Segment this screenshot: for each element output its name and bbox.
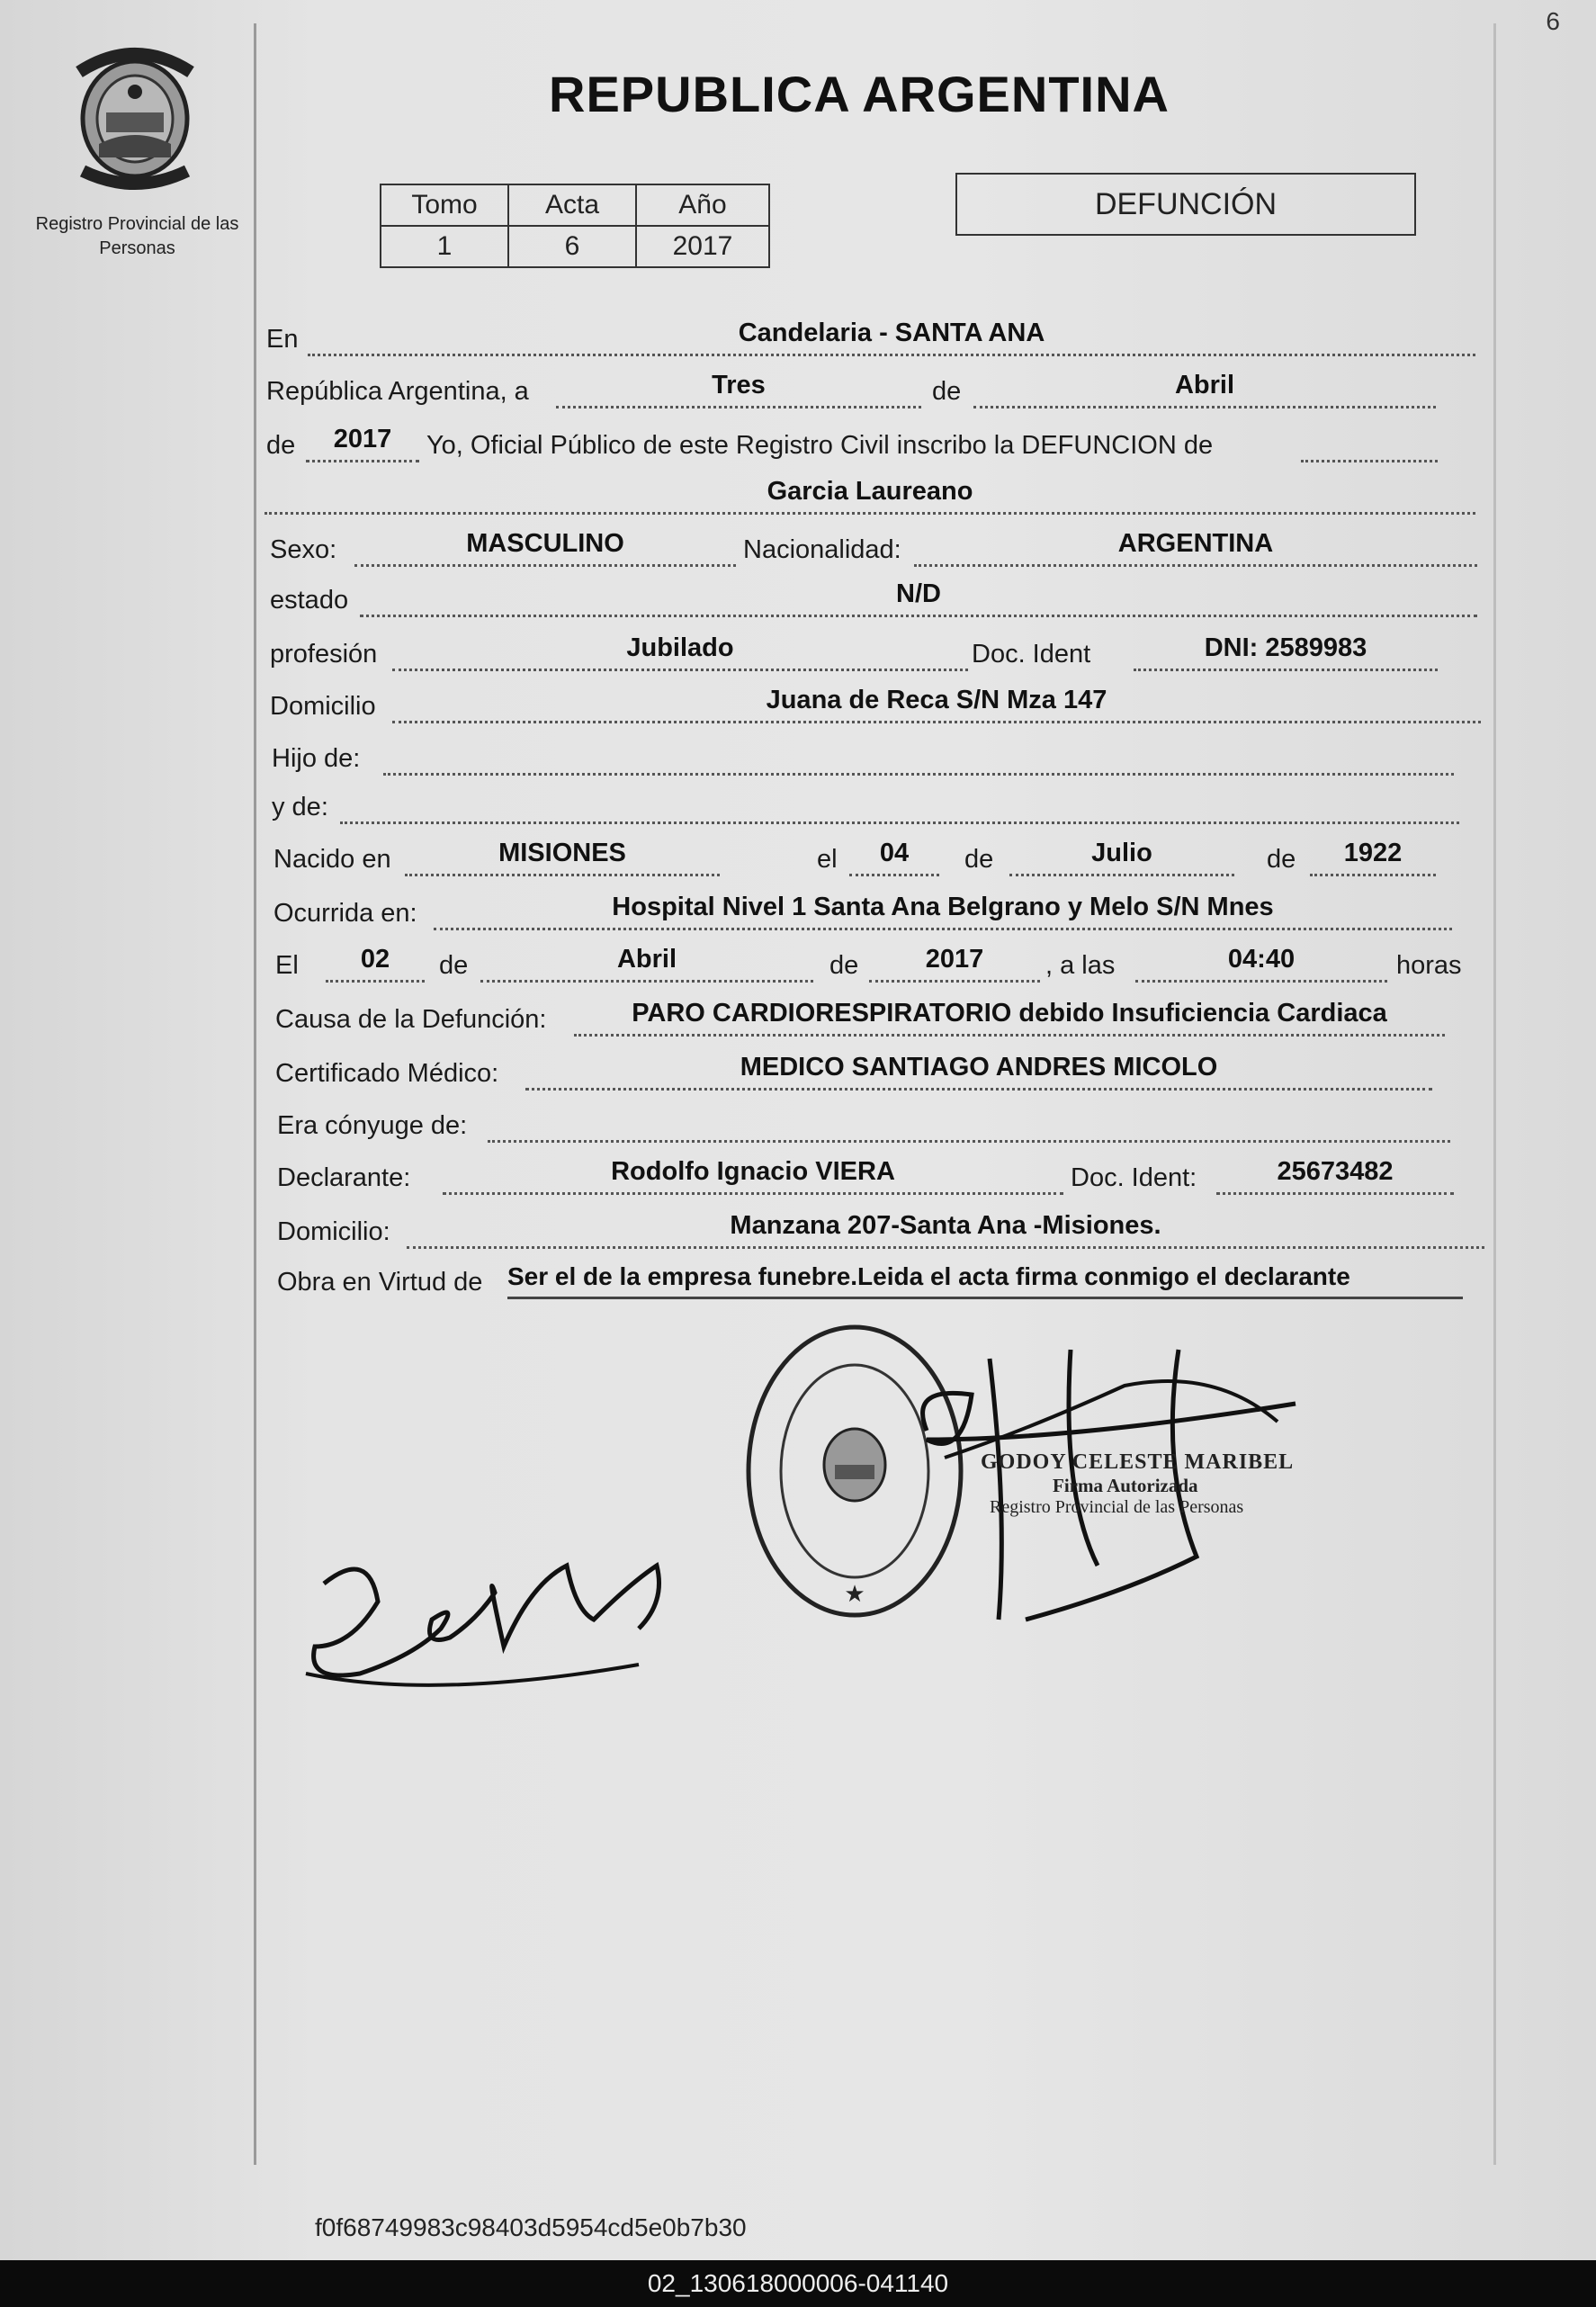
domicilio-value: Juana de Reca S/N Mza 147 xyxy=(766,686,1107,714)
row-certificado xyxy=(266,1051,1432,1094)
nac-de2-label: de xyxy=(1267,845,1296,874)
declarante-field xyxy=(443,1156,1063,1195)
row-conyuge xyxy=(266,1103,1450,1146)
de-label: de xyxy=(932,377,962,406)
conyuge-label: Era cónyuge de: xyxy=(277,1111,468,1140)
declarante-label: Declarante: xyxy=(277,1163,411,1192)
anio-header: Año xyxy=(636,184,769,226)
republica-label: República Argentina, a xyxy=(266,377,529,406)
nacido-label: Nacido en xyxy=(273,845,391,874)
def-de1-label: de xyxy=(439,951,469,980)
estado-field xyxy=(360,579,1477,617)
nacido-value: MISIONES xyxy=(498,839,626,867)
hijo-label: Hijo de: xyxy=(272,744,361,773)
dia-field xyxy=(556,370,921,408)
signer-block xyxy=(981,1450,1294,1518)
def-mes-field xyxy=(480,944,813,983)
nacionalidad-value: ARGENTINA xyxy=(1117,529,1274,558)
row-declarante xyxy=(266,1155,1454,1198)
def-anio-value: 2017 xyxy=(925,945,984,974)
row-en xyxy=(266,317,1475,360)
mes-value: Abril xyxy=(1174,371,1235,399)
registry-name: Registro Provincial de las Personas xyxy=(35,214,239,258)
signer-name: GODOY CELESTE MARIBEL xyxy=(981,1450,1295,1474)
ocurrida-label: Ocurrida en: xyxy=(273,899,417,928)
tomo-acta-anio-table xyxy=(380,184,770,268)
profesion-field xyxy=(392,633,968,671)
declarant-signature xyxy=(297,1530,693,1710)
def-de2-label: de xyxy=(829,951,859,980)
nombre-value: Garcia Laureano xyxy=(767,477,973,506)
conyuge-field xyxy=(488,1104,1450,1143)
def-mes-value: Abril xyxy=(616,945,677,974)
ocurrida-field xyxy=(434,892,1452,930)
alas-label: , a las xyxy=(1045,951,1116,980)
certificado-label: Certificado Médico: xyxy=(275,1059,499,1088)
en-field xyxy=(308,318,1475,356)
causa-field xyxy=(574,998,1445,1037)
anio-registro-value: 2017 xyxy=(333,425,392,453)
nac-mes-field xyxy=(1009,838,1234,876)
causa-value: PARO CARDIORESPIRATORIO debido Insuficiencia Cardiaca xyxy=(632,999,1387,1028)
document-hash: f0f68749983c98403d5954cd5e0b7b30 xyxy=(315,2213,747,2241)
horas-label: horas xyxy=(1396,951,1462,980)
nac-anio-value: 1922 xyxy=(1343,839,1403,867)
record-type-box: DEFUNCIÓN xyxy=(955,173,1416,236)
sexo-field xyxy=(354,528,736,567)
acta-value: 6 xyxy=(508,226,636,267)
obra-label: Obra en Virtud de xyxy=(277,1268,483,1297)
estado-label: estado xyxy=(270,586,349,615)
page-number: 6 xyxy=(1546,7,1560,35)
tomo-header: Tomo xyxy=(381,184,508,226)
def-dia-field xyxy=(326,944,425,983)
yde-label: y de: xyxy=(272,793,328,821)
row-nombre xyxy=(265,475,1475,518)
row-republica xyxy=(266,369,1436,412)
mes-field xyxy=(973,370,1436,408)
row-ocurrida xyxy=(266,891,1452,934)
document-title: REPUBLICA ARGENTINA xyxy=(549,66,1170,122)
def-dia-value: 02 xyxy=(360,945,390,974)
doc2-value: 25673482 xyxy=(1277,1157,1394,1186)
domicilio-field xyxy=(392,685,1481,723)
province-seal-logo xyxy=(63,36,207,193)
domicilio2-field xyxy=(407,1210,1484,1249)
el2-label: El xyxy=(275,951,299,980)
dia-value: Tres xyxy=(712,371,766,399)
nacionalidad-field xyxy=(914,528,1477,567)
nacido-field xyxy=(405,838,720,876)
inscribo-blank xyxy=(1301,424,1438,462)
row-profesion xyxy=(266,632,1438,675)
hora-value: 04:40 xyxy=(1227,945,1296,974)
nac-mes-value: Julio xyxy=(1091,839,1152,867)
footer-id-bar: 02_130618000006-041140 xyxy=(0,2260,1596,2307)
hijo-field xyxy=(383,737,1454,776)
left-margin-line xyxy=(254,23,256,2165)
causa-label: Causa de la Defunción: xyxy=(275,1005,547,1034)
domicilio2-value: Manzana 207-Santa Ana -Misiones. xyxy=(730,1211,1161,1240)
row-causa xyxy=(266,997,1445,1040)
row-inscribo xyxy=(266,423,1438,466)
doc2-field xyxy=(1216,1156,1454,1195)
doc-field xyxy=(1134,633,1438,671)
en-label: En xyxy=(266,325,299,354)
signer-role: Firma Autorizada xyxy=(1053,1475,1198,1496)
nac-de1-label: de xyxy=(964,845,994,874)
hora-field xyxy=(1135,944,1387,983)
sexo-value: MASCULINO xyxy=(466,529,624,558)
doc-label: Doc. Ident xyxy=(972,640,1091,669)
right-margin-line xyxy=(1493,23,1496,2165)
domicilio2-label: Domicilio: xyxy=(277,1217,390,1246)
certificado-field xyxy=(525,1052,1432,1091)
svg-text:★: ★ xyxy=(844,1580,865,1607)
obra-value: Ser el de la empresa funebre.Leida el acta firma conmigo el declarante xyxy=(507,1262,1350,1290)
certificado-value: MEDICO SANTIAGO ANDRES MICOLO xyxy=(740,1053,1218,1082)
declarante-value: Rodolfo Ignacio VIERA xyxy=(611,1157,895,1186)
row-hijo xyxy=(266,736,1454,779)
nacionalidad-label: Nacionalidad: xyxy=(743,535,901,564)
domicilio-label: Domicilio xyxy=(270,692,376,721)
doc-value: DNI: 2589983 xyxy=(1204,633,1367,662)
row-estado xyxy=(266,578,1477,621)
nac-dia-field xyxy=(849,838,939,876)
doc2-label: Doc. Ident: xyxy=(1071,1163,1197,1192)
tomo-value: 1 xyxy=(381,226,508,267)
sexo-label: Sexo: xyxy=(270,535,337,564)
anio-field xyxy=(306,424,419,462)
def-anio-field xyxy=(869,944,1040,983)
de-anio-label: de xyxy=(266,431,296,460)
inscribo-text: Yo, Oficial Público de este Registro Civil inscribo la DEFUNCION de xyxy=(426,431,1214,460)
row-domicilio-declarante xyxy=(266,1209,1484,1252)
en-value: Candelaria - SANTA ANA xyxy=(738,319,1045,347)
row-nacido xyxy=(266,837,1436,880)
row-sexo xyxy=(266,527,1477,570)
profesion-label: profesión xyxy=(270,640,378,669)
row-yde xyxy=(266,785,1459,828)
el-label: el xyxy=(817,845,838,874)
signer-office: Registro Provincial de las Personas xyxy=(990,1497,1244,1517)
estado-value: N/D xyxy=(896,579,941,608)
acta-header: Acta xyxy=(508,184,636,226)
row-domicilio xyxy=(266,684,1481,727)
ocurrida-value: Hospital Nivel 1 Santa Ana Belgrano y Melo S/N Mnes xyxy=(612,893,1274,921)
row-obra xyxy=(266,1260,1463,1303)
nac-dia-value: 04 xyxy=(879,839,910,867)
obra-field xyxy=(507,1261,1463,1299)
nombre-field xyxy=(265,476,1475,515)
yde-field xyxy=(340,785,1459,824)
row-fecha-defuncion xyxy=(266,943,1466,986)
profesion-value: Jubilado xyxy=(626,633,734,662)
anio-value: 2017 xyxy=(636,226,769,267)
nac-anio-field xyxy=(1310,838,1436,876)
